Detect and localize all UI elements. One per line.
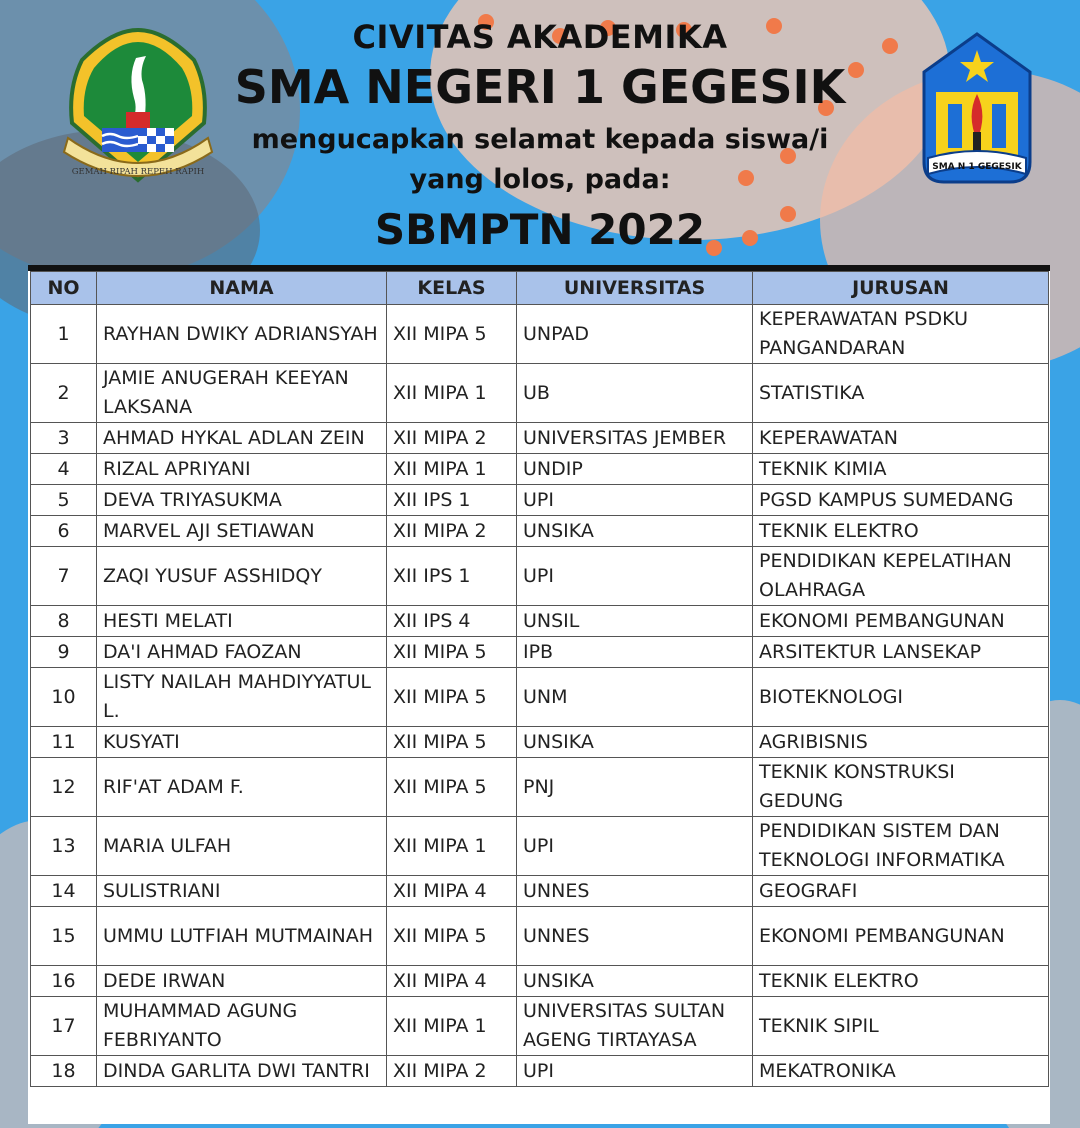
cell-nama: MARVEL AJI SETIAWAN — [97, 516, 387, 547]
table-row — [31, 547, 1049, 606]
cell-nama: KUSYATI — [97, 727, 387, 758]
cell-universitas: UNPAD — [517, 305, 753, 364]
header-line-3: mengucapkan selamat kepada siswa/i — [251, 124, 829, 155]
cell-kelas: XII MIPA 5 — [387, 758, 517, 817]
table-row — [31, 305, 1049, 364]
header — [0, 0, 1080, 262]
cell-kelas: XII MIPA 2 — [387, 423, 517, 454]
table-row — [31, 907, 1049, 966]
cell-universitas: UNSIKA — [517, 516, 753, 547]
cell-kelas: XII MIPA 2 — [387, 1056, 517, 1087]
table-row — [31, 516, 1049, 547]
cell-kelas: XII MIPA 5 — [387, 637, 517, 668]
column-header-universitas: UNIVERSITAS — [517, 272, 753, 305]
cell-jurusan: TEKNIK SIPIL — [753, 997, 1049, 1056]
cell-no: 12 — [31, 758, 97, 817]
cell-kelas: XII MIPA 4 — [387, 876, 517, 907]
cell-jurusan: ARSITEKTUR LANSEKAP — [753, 637, 1049, 668]
cell-universitas: UNM — [517, 668, 753, 727]
cell-nama: MARIA ULFAH — [97, 817, 387, 876]
cell-jurusan: EKONOMI PEMBANGUNAN — [753, 907, 1049, 966]
table-row — [31, 1056, 1049, 1087]
cell-universitas: UNSIKA — [517, 727, 753, 758]
cell-nama: DEVA TRIYASUKMA — [97, 485, 387, 516]
cell-nama: RIF'AT ADAM F. — [97, 758, 387, 817]
cell-no: 5 — [31, 485, 97, 516]
cell-jurusan: TEKNIK ELEKTRO — [753, 516, 1049, 547]
header-line-4: yang lolos, pada: — [409, 164, 671, 195]
cell-universitas: UNSIL — [517, 606, 753, 637]
cell-no: 2 — [31, 364, 97, 423]
cell-kelas: XII IPS 1 — [387, 485, 517, 516]
cell-nama: JAMIE ANUGERAH KEEYAN LAKSANA — [97, 364, 387, 423]
cell-no: 17 — [31, 997, 97, 1056]
cell-universitas: UNDIP — [517, 454, 753, 485]
cell-nama: DA'I AHMAD FAOZAN — [97, 637, 387, 668]
table-row — [31, 606, 1049, 637]
cell-no: 16 — [31, 966, 97, 997]
cell-nama: MUHAMMAD AGUNG FEBRIYANTO — [97, 997, 387, 1056]
cell-jurusan: TEKNIK KONSTRUKSI GEDUNG — [753, 758, 1049, 817]
header-line-1: CIVITAS AKADEMIKA — [352, 18, 728, 56]
cell-jurusan: MEKATRONIKA — [753, 1056, 1049, 1087]
cell-universitas: UNSIKA — [517, 966, 753, 997]
cell-no: 18 — [31, 1056, 97, 1087]
cell-universitas: UPI — [517, 547, 753, 606]
cell-kelas: XII MIPA 5 — [387, 305, 517, 364]
cell-universitas: UPI — [517, 485, 753, 516]
cell-universitas: UNIVERSITAS JEMBER — [517, 423, 753, 454]
column-header-nama: NAMA — [97, 272, 387, 305]
cell-no: 7 — [31, 547, 97, 606]
cell-nama: AHMAD HYKAL ADLAN ZEIN — [97, 423, 387, 454]
cell-jurusan: STATISTIKA — [753, 364, 1049, 423]
cell-jurusan: BIOTEKNOLOGI — [753, 668, 1049, 727]
table-row — [31, 876, 1049, 907]
table-row — [31, 423, 1049, 454]
cell-jurusan: AGRIBISNIS — [753, 727, 1049, 758]
table-row — [31, 454, 1049, 485]
results-table-container — [28, 265, 1050, 1124]
table-header-row — [31, 272, 1049, 305]
cell-universitas: UNNES — [517, 876, 753, 907]
column-header-jurusan: JURUSAN — [753, 272, 1049, 305]
cell-kelas: XII MIPA 1 — [387, 997, 517, 1056]
cell-kelas: XII MIPA 2 — [387, 516, 517, 547]
table-row — [31, 966, 1049, 997]
cell-jurusan: GEOGRAFI — [753, 876, 1049, 907]
cell-nama: UMMU LUTFIAH MUTMAINAH — [97, 907, 387, 966]
cell-universitas: PNJ — [517, 758, 753, 817]
emblem-motto: GEMAH RIPAH REPEH RAPIH — [71, 167, 205, 177]
table-row — [31, 637, 1049, 668]
event-title: SBMPTN 2022 — [374, 205, 706, 254]
table-row — [31, 485, 1049, 516]
cell-jurusan: TEKNIK KIMIA — [753, 454, 1049, 485]
table-row — [31, 364, 1049, 423]
cell-kelas: XII IPS 4 — [387, 606, 517, 637]
cell-no: 13 — [31, 817, 97, 876]
cell-jurusan: TEKNIK ELEKTRO — [753, 966, 1049, 997]
cell-universitas: UNIVERSITAS SULTAN AGENG TIRTAYASA — [517, 997, 753, 1056]
cell-nama: RAYHAN DWIKY ADRIANSYAH — [97, 305, 387, 364]
cell-no: 8 — [31, 606, 97, 637]
cell-universitas: UPI — [517, 1056, 753, 1087]
cell-no: 14 — [31, 876, 97, 907]
cell-no: 6 — [31, 516, 97, 547]
cell-no: 10 — [31, 668, 97, 727]
cell-no: 15 — [31, 907, 97, 966]
cell-kelas: XII MIPA 1 — [387, 364, 517, 423]
cell-jurusan: PGSD KAMPUS SUMEDANG — [753, 485, 1049, 516]
table-row — [31, 817, 1049, 876]
cell-nama: RIZAL APRIYANI — [97, 454, 387, 485]
school-name: SMA NEGERI 1 GEGESIK — [234, 60, 846, 114]
cell-universitas: UNNES — [517, 907, 753, 966]
table-row — [31, 758, 1049, 817]
cell-nama: ZAQI YUSUF ASSHIDQY — [97, 547, 387, 606]
cell-no: 3 — [31, 423, 97, 454]
cell-universitas: UB — [517, 364, 753, 423]
cell-kelas: XII IPS 1 — [387, 547, 517, 606]
table-row — [31, 727, 1049, 758]
cell-nama: SULISTRIANI — [97, 876, 387, 907]
cell-kelas: XII MIPA 5 — [387, 727, 517, 758]
cell-kelas: XII MIPA 5 — [387, 668, 517, 727]
cell-universitas: IPB — [517, 637, 753, 668]
school-logo — [918, 32, 1036, 190]
school-logo-label: SMA N 1 GEGESIK — [932, 162, 1022, 172]
cell-jurusan: PENDIDIKAN KEPELATIHAN OLAHRAGA — [753, 547, 1049, 606]
cell-nama: DINDA GARLITA DWI TANTRI — [97, 1056, 387, 1087]
cell-jurusan: PENDIDIKAN SISTEM DAN TEKNOLOGI INFORMATIKA — [753, 817, 1049, 876]
cell-kelas: XII MIPA 4 — [387, 966, 517, 997]
cell-nama: DEDE IRWAN — [97, 966, 387, 997]
cell-no: 4 — [31, 454, 97, 485]
cell-no: 11 — [31, 727, 97, 758]
cell-jurusan: KEPERAWATAN PSDKU PANGANDARAN — [753, 305, 1049, 364]
cell-no: 9 — [31, 637, 97, 668]
cell-no: 1 — [31, 305, 97, 364]
cell-kelas: XII MIPA 5 — [387, 907, 517, 966]
cell-jurusan: EKONOMI PEMBANGUNAN — [753, 606, 1049, 637]
cell-jurusan: KEPERAWATAN — [753, 423, 1049, 454]
table-row — [31, 668, 1049, 727]
results-table — [30, 271, 1049, 1087]
column-header-no: NO — [31, 272, 97, 305]
cell-nama: LISTY NAILAH MAHDIYYATUL L. — [97, 668, 387, 727]
cell-universitas: UPI — [517, 817, 753, 876]
cell-kelas: XII MIPA 1 — [387, 454, 517, 485]
cell-kelas: XII MIPA 1 — [387, 817, 517, 876]
table-row — [31, 997, 1049, 1056]
cell-nama: HESTI MELATI — [97, 606, 387, 637]
column-header-kelas: KELAS — [387, 272, 517, 305]
